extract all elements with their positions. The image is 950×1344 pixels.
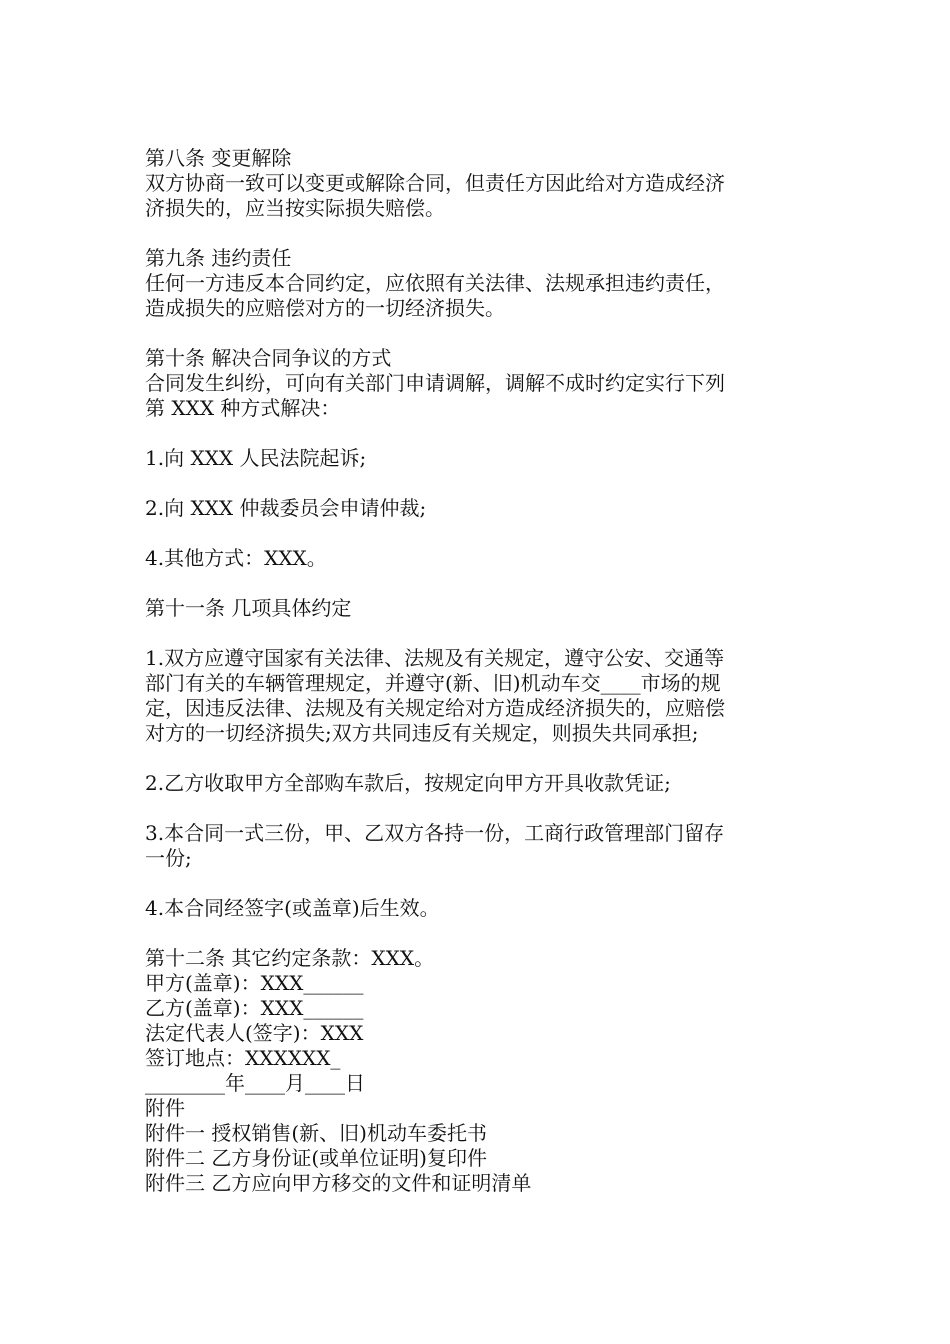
article-10-option: 2.向 XXX 仲裁委员会申请仲裁; xyxy=(145,496,427,520)
signing-date-line: ________年____月____日 xyxy=(145,1071,365,1095)
signing-place-line: 签订地点：XXXXXX_ xyxy=(145,1046,341,1070)
paragraph-gap xyxy=(145,221,815,246)
article-11-item-2-line: 2.乙方收取甲方全部购车款后，按规定向甲方开具收款凭证; xyxy=(145,771,671,795)
contract-page xyxy=(145,146,815,1196)
attachments-heading: 附件 xyxy=(145,1096,185,1120)
paragraph-gap xyxy=(145,571,815,596)
paragraph-gap xyxy=(145,521,815,546)
attachment-item: 附件二 乙方身份证(或单位证明)复印件 xyxy=(145,1146,487,1170)
article-11-title: 第十一条 几项具体约定 xyxy=(145,596,352,620)
article-10-text-line: 合同发生纠纷，可向有关部门申请调解，调解不成时约定实行下列 xyxy=(145,371,725,395)
article-9-text-line: 任何一方违反本合同约定，应依照有关法律、法规承担违约责任， xyxy=(145,271,725,295)
article-11-item-3-line: 3.本合同一式三份，甲、乙双方各持一份，工商行政管理部门留存 xyxy=(145,821,725,845)
signature-line-legal-representative: 法定代表人(签字)：XXX xyxy=(145,1021,364,1045)
article-8-text-line: 双方协商一致可以变更或解除合同，但责任方因此给对方造成经济 xyxy=(145,171,725,195)
article-10-option: 1.向 XXX 人民法院起诉; xyxy=(145,446,367,470)
article-8-text-line: 济损失的，应当按实际损失赔偿。 xyxy=(145,196,445,220)
article-11-item-1-line: 定，因违反法律、法规及有关规定给对方造成经济损失的，应赔偿 xyxy=(145,696,725,720)
paragraph-gap xyxy=(145,471,815,496)
paragraph-gap xyxy=(145,796,815,821)
article-12-title: 第十二条 其它约定条款：XXX。 xyxy=(145,946,435,970)
article-11-item-3-line: 一份; xyxy=(145,846,192,870)
article-11-item-1-line: 部门有关的车辆管理规定，并遵守(新、旧)机动车交____市场的规 xyxy=(145,671,721,695)
paragraph-gap xyxy=(145,421,815,446)
signature-line-party-b: 乙方(盖章)：XXX______ xyxy=(145,996,364,1020)
paragraph-gap xyxy=(145,621,815,646)
article-11-item-1-line: 1.双方应遵守国家有关法律、法规及有关规定，遵守公安、交通等 xyxy=(145,646,725,670)
signature-line-party-a: 甲方(盖章)：XXX______ xyxy=(145,971,364,995)
paragraph-gap xyxy=(145,921,815,946)
paragraph-gap xyxy=(145,871,815,896)
article-10-option: 4.其他方式：XXX。 xyxy=(145,546,327,570)
article-10-text-line: 第 XXX 种方式解决： xyxy=(145,396,341,420)
attachment-item: 附件三 乙方应向甲方移交的文件和证明清单 xyxy=(145,1171,532,1195)
article-9-title: 第九条 违约责任 xyxy=(145,246,292,270)
article-8-title: 第八条 变更解除 xyxy=(145,146,292,170)
article-9-text-line: 造成损失的应赔偿对方的一切经济损失。 xyxy=(145,296,505,320)
article-10-title: 第十条 解决合同争议的方式 xyxy=(145,346,392,370)
paragraph-gap xyxy=(145,746,815,771)
article-11-item-1-line: 对方的一切经济损失;双方共同违反有关规定，则损失共同承担; xyxy=(145,721,699,745)
article-11-item-4-line: 4.本合同经签字(或盖章)后生效。 xyxy=(145,896,440,920)
attachment-item: 附件一 授权销售(新、旧)机动车委托书 xyxy=(145,1121,487,1145)
paragraph-gap xyxy=(145,321,815,346)
